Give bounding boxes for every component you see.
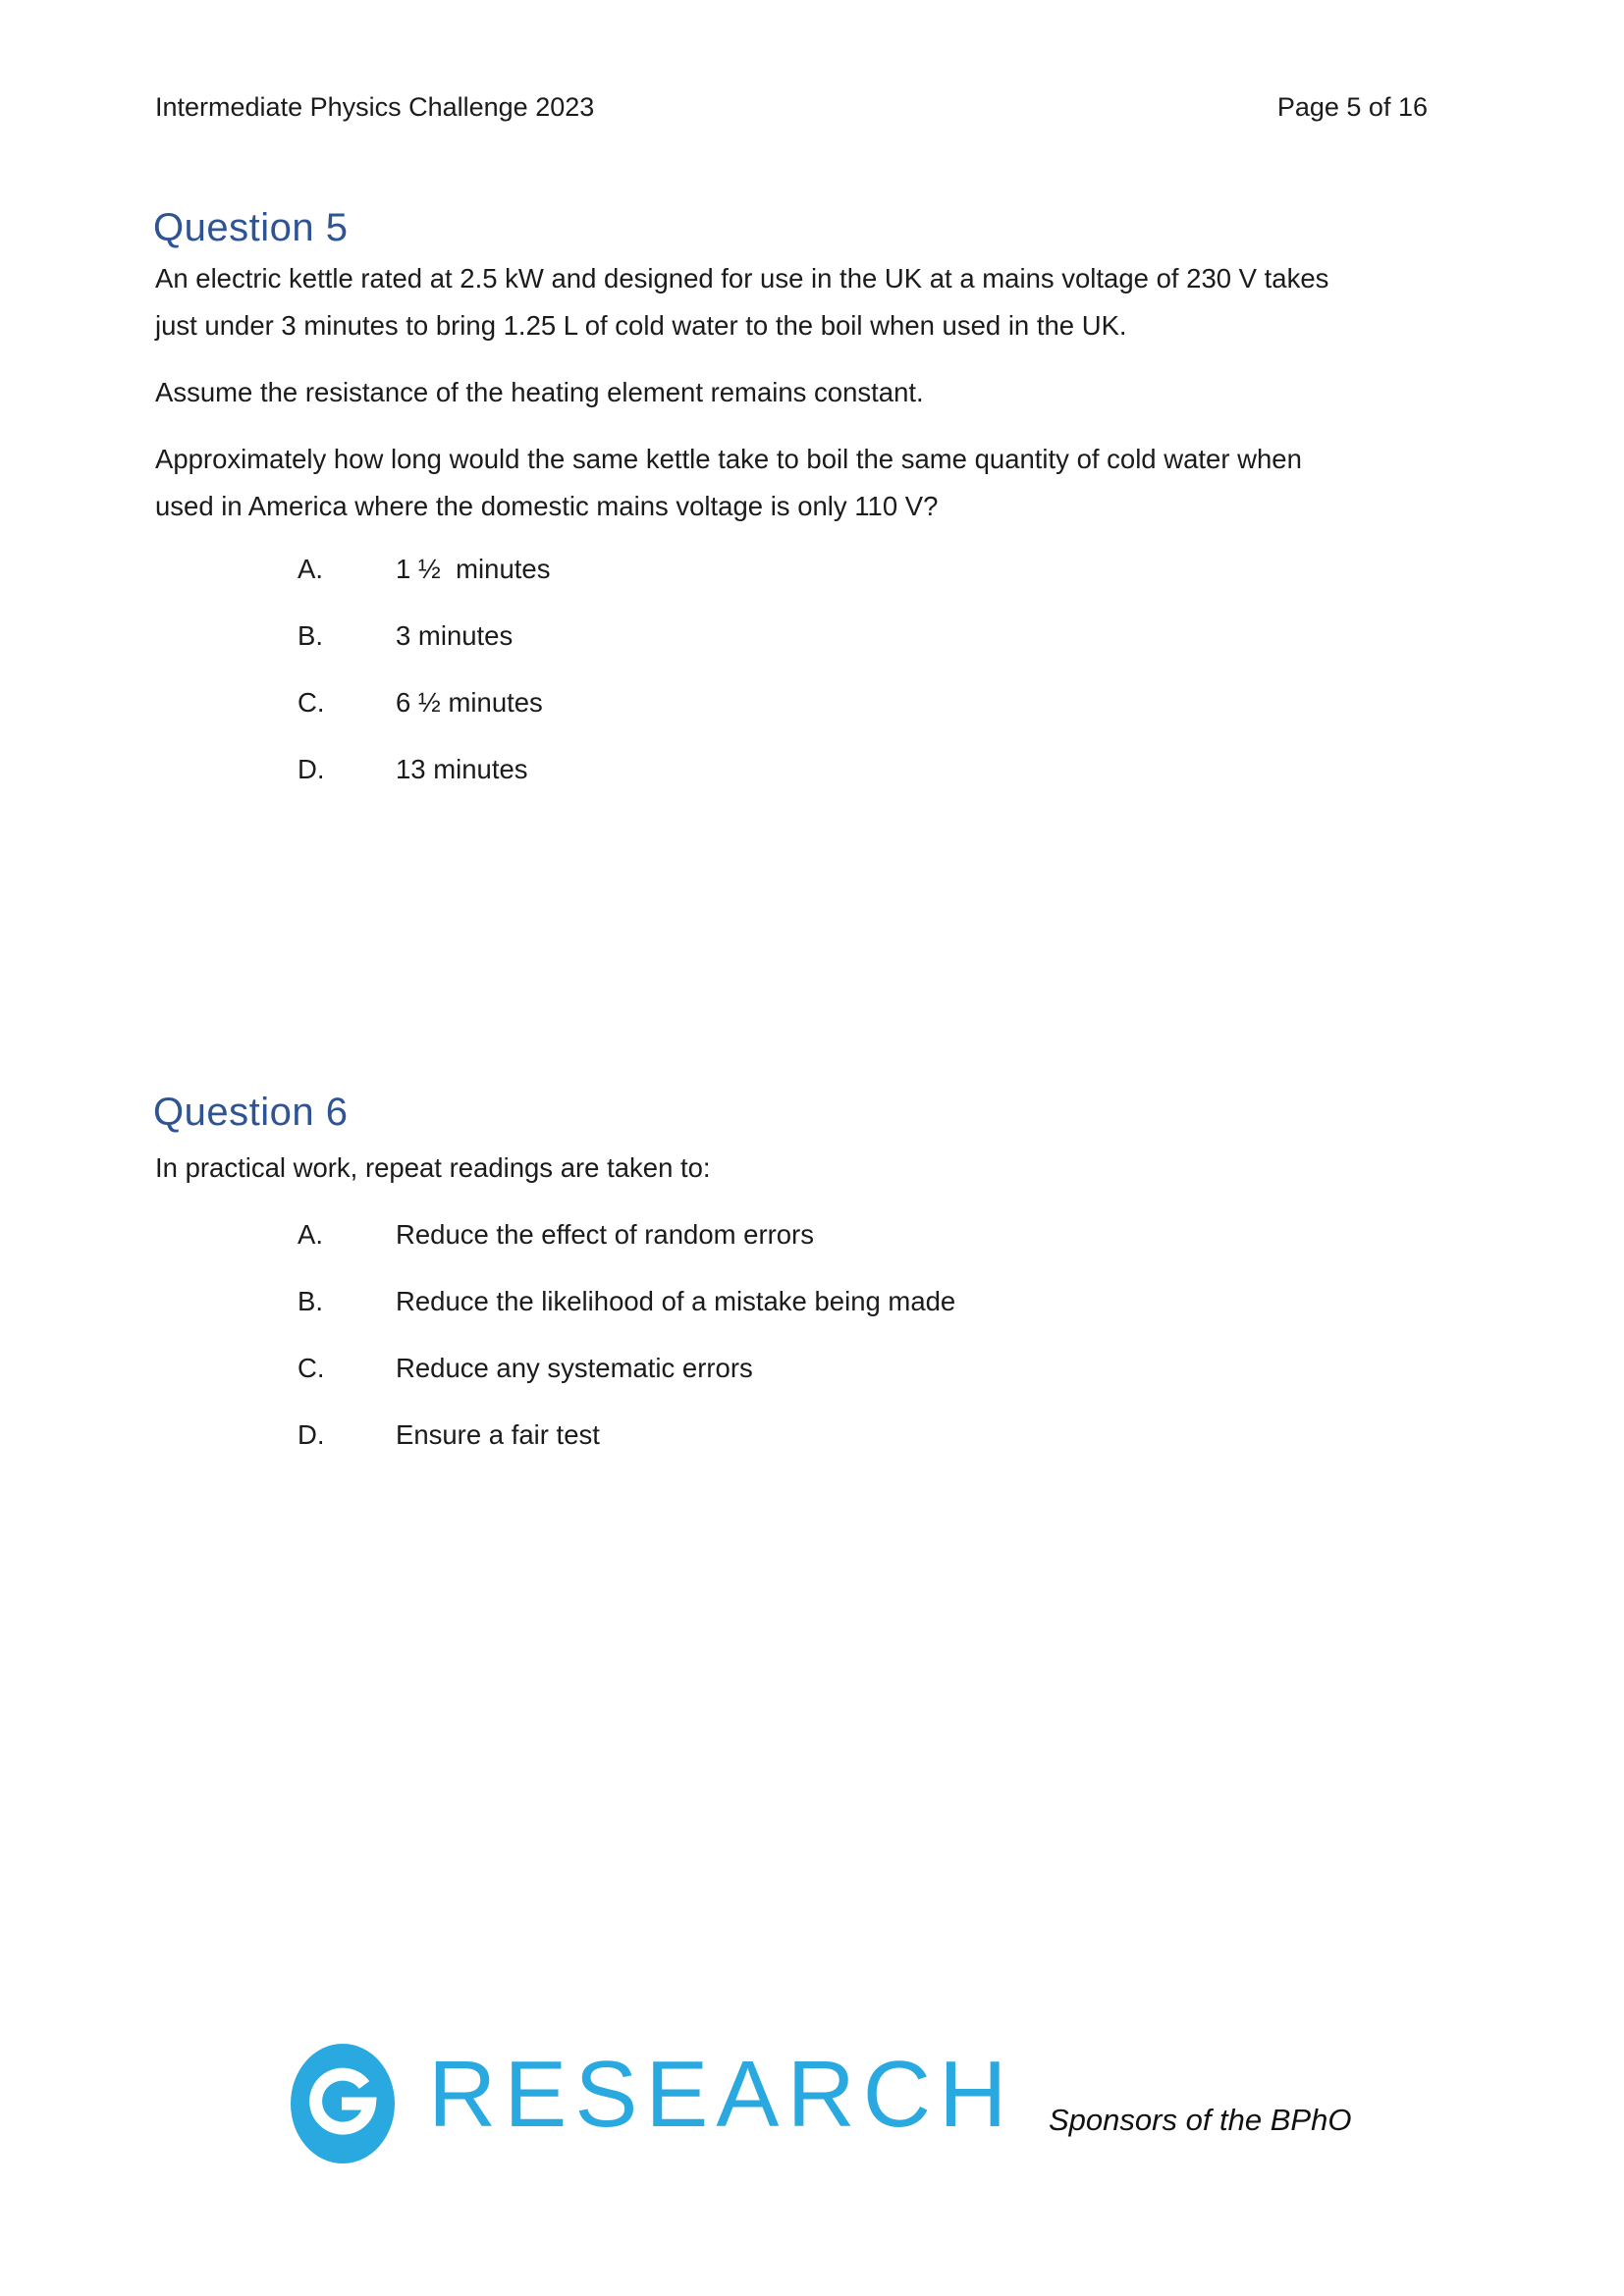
option-text: Ensure a fair test [396, 1419, 600, 1450]
option-text: Reduce any systematic errors [396, 1353, 753, 1383]
option-letter: D. [298, 754, 325, 784]
option-text: Reduce the effect of random errors [396, 1219, 814, 1250]
question-5-assumption: Assume the resistance of the heating element remains constant. [155, 377, 924, 407]
option-letter: A. [298, 554, 323, 584]
question-6-option-d [298, 1418, 1378, 1485]
g-research-wordmark: RESEARCH [428, 2042, 1015, 2147]
option-letter: B. [298, 1286, 323, 1316]
question-5-prompt-line-1: Approximately how long would the same kettle take to boil the same quantity of cold water when [155, 444, 1302, 474]
question-5-heading: Question 5 [153, 206, 349, 249]
question-5-option-b [298, 619, 1378, 686]
option-letter: C. [298, 687, 325, 718]
option-text: 6 ½ minutes [396, 687, 543, 718]
question-5-prompt-line-2: used in America where the domestic mains voltage is only 110 V? [155, 491, 939, 521]
question-5-options [298, 553, 1378, 820]
sponsor-tagline: Sponsors of the BPhO [1049, 2103, 1352, 2137]
question-6-option-a [298, 1218, 1378, 1285]
question-5-intro [155, 255, 1441, 349]
question-6-heading: Question 6 [153, 1091, 349, 1134]
g-research-logo-icon [291, 2044, 395, 2163]
option-letter: B. [298, 620, 323, 651]
question-5-option-c [298, 686, 1378, 753]
option-text: 3 minutes [396, 620, 514, 651]
question-6-intro: In practical work, repeat readings are taken to: [155, 1152, 711, 1183]
option-letter: A. [298, 1219, 323, 1250]
option-text: 1 ½ minutes [396, 554, 551, 584]
question-5-intro-line-2: just under 3 minutes to bring 1.25 L of cold water to the boil when used in the UK. [155, 310, 1127, 341]
option-letter: D. [298, 1419, 325, 1450]
question-5-prompt [155, 436, 1441, 530]
question-5-option-d [298, 753, 1378, 820]
question-6-option-b [298, 1285, 1378, 1352]
option-text: Reduce the likelihood of a mistake being made [396, 1286, 956, 1316]
question-5-intro-line-1: An electric kettle rated at 2.5 kW and designed for use in the UK at a mains voltage of 230 V takes [155, 263, 1329, 294]
page-number: Page 5 of 16 [1276, 92, 1428, 122]
option-letter: C. [298, 1353, 325, 1383]
document-title: Intermediate Physics Challenge 2023 [155, 92, 595, 122]
question-5-option-a [298, 553, 1378, 619]
question-6-option-c [298, 1352, 1378, 1418]
question-6-options [298, 1218, 1378, 1485]
option-text: 13 minutes [396, 754, 528, 784]
